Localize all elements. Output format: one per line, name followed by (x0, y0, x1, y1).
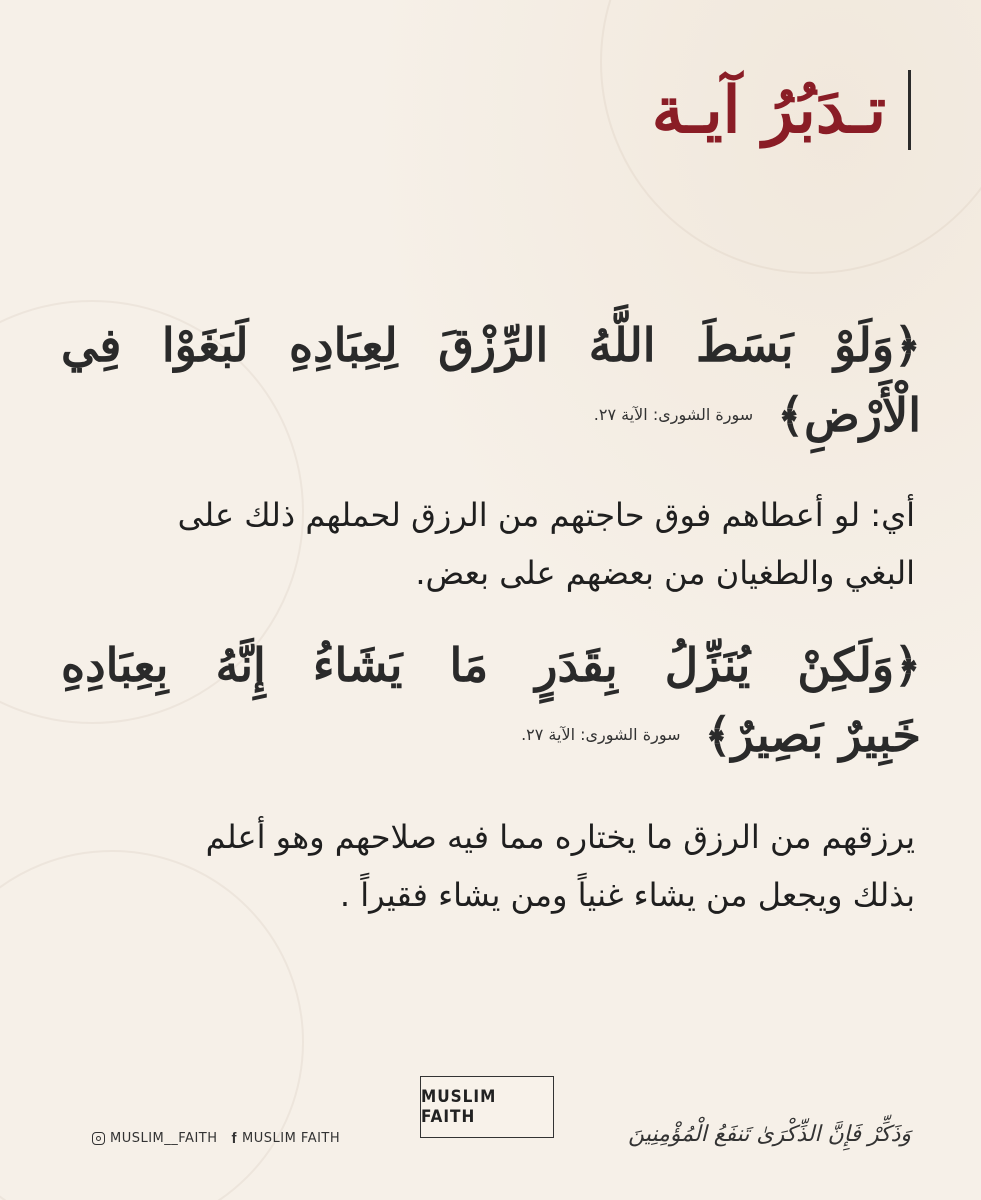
verse-block-2 (61, 630, 921, 770)
tafsir-block-2 (61, 808, 921, 924)
logo-text: MUSLIM FAITH (421, 1087, 497, 1127)
verse-block-1 (61, 310, 921, 450)
header (652, 70, 911, 150)
verse-line: ﴿وَلَكِنْ يُنَزِّلُ بِقَدَرٍ مَا يَشَاءُ إِنَّهُ بِعِبَادِهِ (61, 638, 921, 692)
verse-line: خَبِيرٌ بَصِيرٌ﴾ (704, 708, 921, 762)
verse-line: الْأَرْضِ﴾ (777, 388, 921, 442)
page-title: تـدَبُرُ آيـة (651, 72, 886, 148)
tafsir-line: البغي والطغيان من بعضهم على بعض. (409, 544, 921, 602)
facebook-link[interactable] (232, 1130, 341, 1147)
instagram-handle: MUSLIM__FAITH (110, 1131, 218, 1146)
instagram-icon (92, 1132, 105, 1145)
tafsir-line: بذلك ويجعل من يشاء غنياً ومن يشاء فقيراً . (334, 866, 921, 924)
instagram-link[interactable] (92, 1131, 218, 1146)
verse-reference: سورة الشورى: الآية ٢٧. (521, 725, 681, 744)
calligraphy-verse: وَذَكِّرْ فَإِنَّ الذِّكْرَىٰ تَنفَعُ الْمُؤْمِنِينَ (628, 1122, 911, 1147)
facebook-icon: f (231, 1130, 238, 1147)
tafsir-line: يرزقهم من الرزق ما يختاره مما فيه صلاحهم وهو أعلم (200, 808, 921, 866)
social-links (92, 1130, 340, 1147)
verse-reference: سورة الشورى: الآية ٢٧. (593, 405, 754, 424)
facebook-handle: MUSLIM FAITH (242, 1131, 341, 1146)
brand-logo (420, 1076, 554, 1138)
title-divider (908, 70, 911, 150)
verse-line-last (61, 700, 921, 770)
verse-line: ﴿وَلَوْ بَسَطَ اللَّهُ الرِّزْقَ لِعِبَادِهِ لَبَغَوْا فِي (61, 318, 921, 372)
tafsir-line: أي: لو أعطاهم فوق حاجتهم من الرزق لحملهم ذلك على (172, 486, 921, 544)
verse-line-last (61, 380, 921, 450)
footer (0, 1060, 981, 1200)
tafsir-block-1 (61, 486, 921, 602)
